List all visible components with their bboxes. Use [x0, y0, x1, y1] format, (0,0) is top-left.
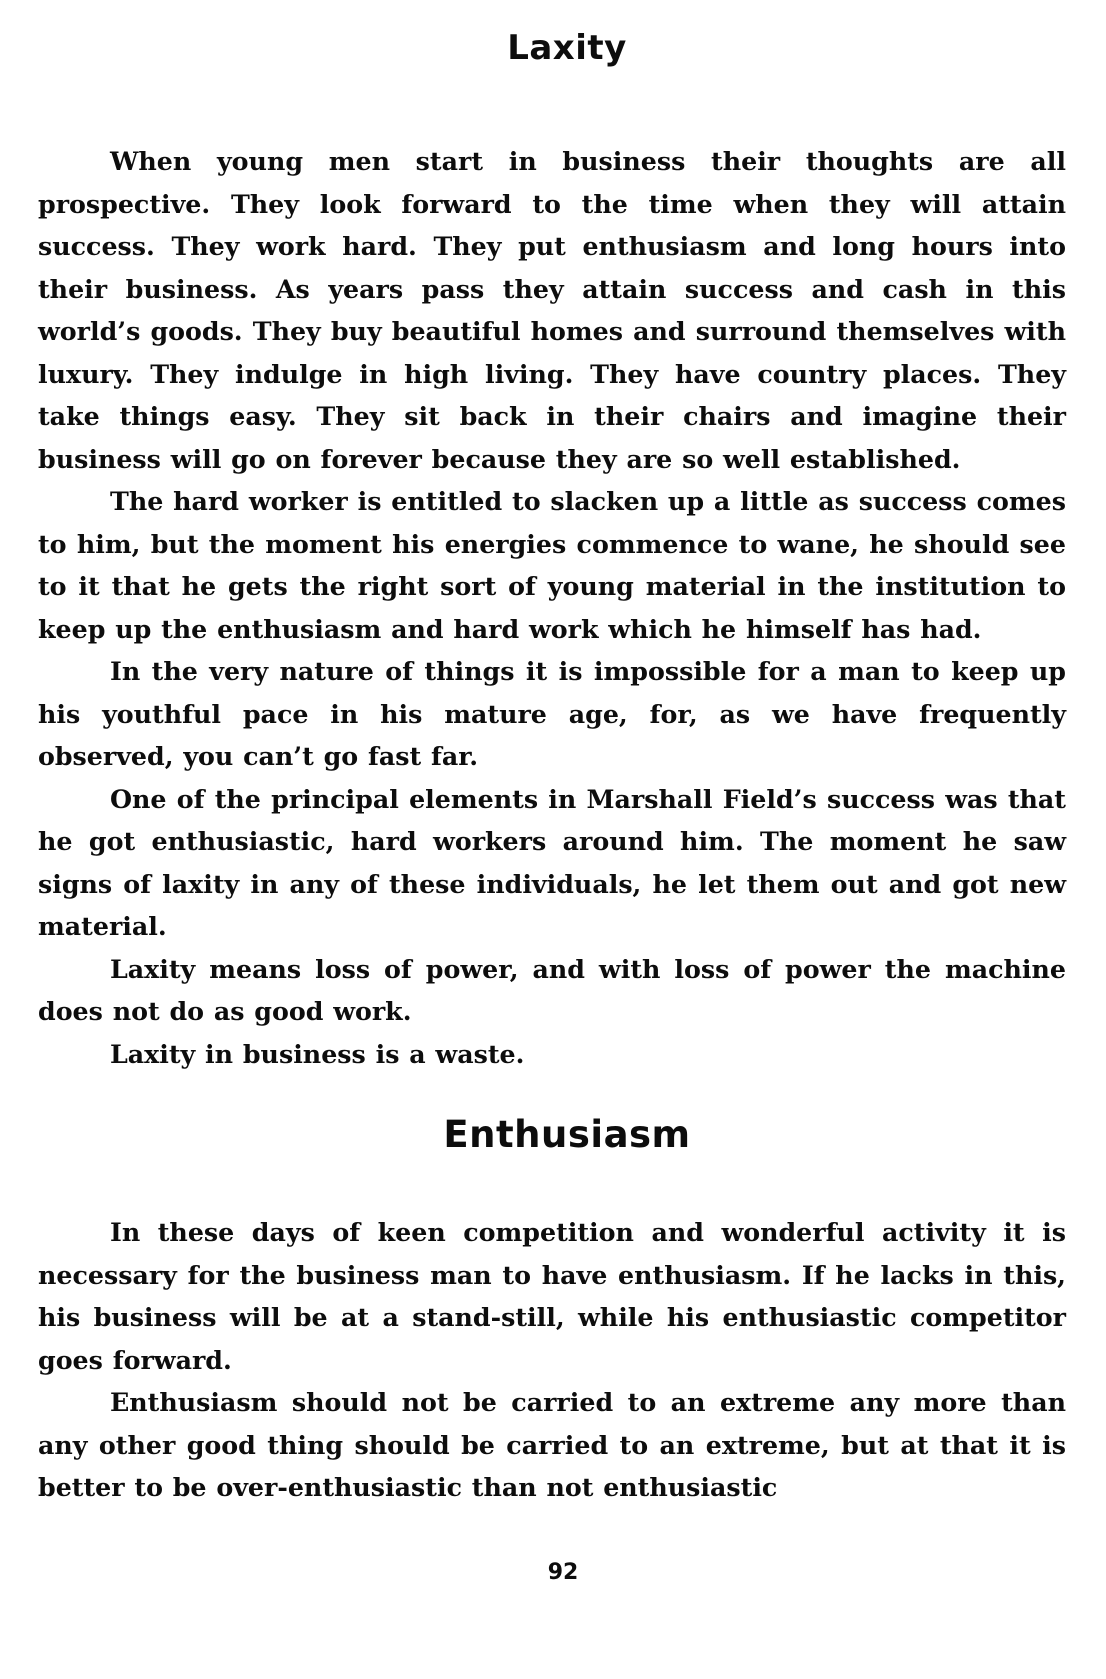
- paragraph: Laxity means loss of power, and with loss of power the machine does not do as good work.: [38, 953, 1066, 1026]
- section-body-enthusiasm: [38, 1211, 1066, 1509]
- paragraph: Laxity in business is a waste.: [110, 1038, 525, 1069]
- paragraph: The hard worker is entitled to slacken up a little as success comes to him, but the moment his energies commence to wane, he should see to it that he gets the right sort of young material in the institution to keep up the enthusiasm and hard work which he himself has had.: [38, 486, 1066, 644]
- paragraph: One of the principal elements in Marshall Field’s success was that he got enthusiastic, hard workers around him. The moment he saw signs of laxity in any of these individuals, he let them out and got new material.: [38, 783, 1066, 941]
- section-title-enthusiasm: Enthusiasm: [443, 1113, 691, 1156]
- paragraph: Enthusiasm should not be carried to an extreme any more than any other good thing should be carried to an extreme, but at that it is better to be over-enthusiastic than not enthusiastic: [38, 1387, 1066, 1502]
- section-title-laxity: Laxity: [507, 28, 627, 68]
- paragraph: In the very nature of things it is impossible for a man to keep up his youthful pace in his mature age, for, as we have frequently observed, you can’t go fast far.: [38, 656, 1066, 771]
- page-number: 92: [547, 1560, 579, 1585]
- paragraph: When young men start in business their thoughts are all prospective. They look forward to the time when they will attain success. They work hard. They put enthusiasm and long hours into their business. As years pass they attain success and cash in this world’s goods. They buy beautiful homes and surround themselves with luxury. They indulge in high living. They have country places. They take things easy. They sit back in their chairs and imagine their business will go on forever because they are so well established.: [38, 146, 1066, 474]
- section-body-laxity: [38, 140, 1066, 1075]
- paragraph: In these days of keen competition and wonderful activity it is necessary for the business man to have enthusiasm. If he lacks in this, his business will be at a stand-still, while his enthusiastic competitor goes forward.: [38, 1217, 1066, 1375]
